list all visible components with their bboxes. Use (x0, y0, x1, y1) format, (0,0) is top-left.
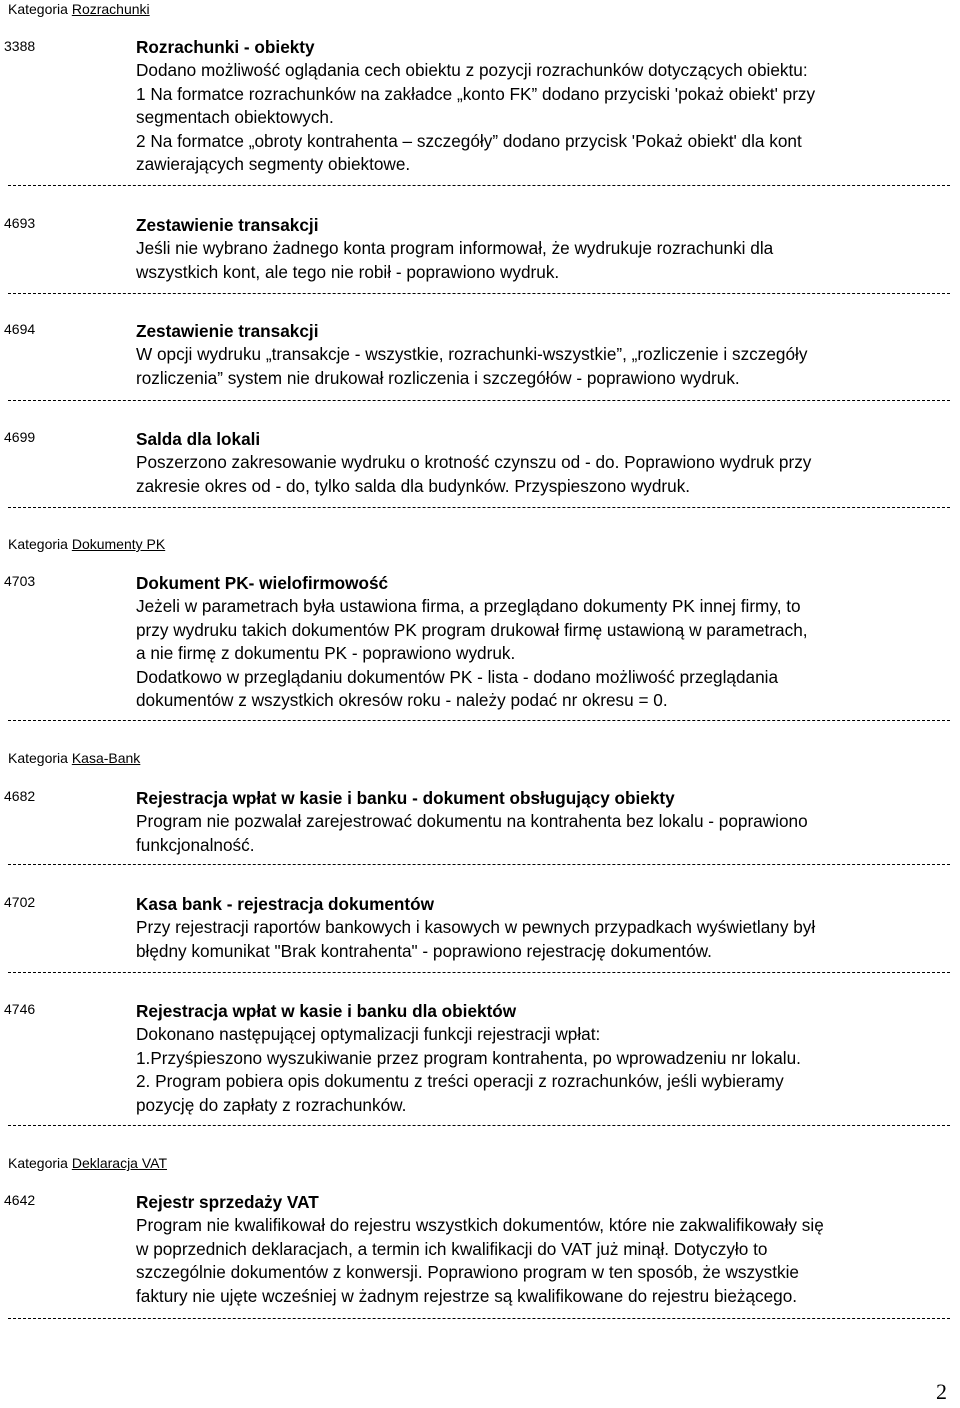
entry-body (136, 36, 946, 176)
category-link-kasa-bank[interactable]: Kasa-Bank (71, 750, 141, 766)
entry-line: faktury nie ujęte wcześniej w żadnym rejestrze są kwalifikowane do rejestru bieżącego. (136, 1285, 798, 1306)
entry-body (136, 428, 946, 498)
page-number: 2 (936, 1379, 947, 1404)
category-prefix: Kategoria (8, 1155, 68, 1171)
dashed-separator (8, 1318, 950, 1319)
entry-title: Rejestracja wpłat w kasie i banku - dokument obsługujący obiekty (136, 788, 675, 808)
entry-line: przy wydruku takich dokumentów PK program drukował firmę ustawioną w parametrach, (136, 619, 808, 640)
entry-number: 4699 (4, 429, 36, 445)
entry-body (136, 1000, 946, 1117)
category-prefix: Kategoria (8, 750, 68, 766)
dashed-separator (8, 864, 950, 865)
entry-number: 4693 (4, 215, 36, 231)
entry-line: 2 Na formatce „obroty kontrahenta – szczegóły” dodano przycisk 'Pokaż obiekt' dla kont (136, 130, 802, 151)
entry-line: 1 Na formatce rozrachunków na zakładce „konto FK” dodano przyciski 'pokaż obiekt' przy (136, 83, 816, 104)
category-dokumenty-pk (8, 535, 165, 553)
entry-line: Jeśli nie wybrano żadnego konta program informował, że wydrukuje rozrachunki dla (136, 238, 774, 259)
entry-line: a nie firmę z dokumentu PK - poprawiono wydruk. (136, 643, 516, 664)
dashed-separator (8, 400, 950, 401)
entry-number: 4703 (4, 573, 36, 589)
dashed-separator (8, 720, 950, 721)
dashed-separator (8, 972, 950, 973)
entry-number: 4694 (4, 321, 36, 337)
dashed-separator (8, 507, 950, 508)
entry-number: 4682 (4, 788, 36, 804)
entry-body (136, 320, 946, 390)
entry-line: 2. Program pobiera opis dokumentu z treści operacji z rozrachunków, jeśli wybieramy (136, 1071, 784, 1092)
category-rozrachunki (8, 0, 150, 18)
category-link-rozrachunki[interactable]: Rozrachunki (71, 1, 150, 17)
entry-line: Poszerzono zakresowanie wydruku o krotność czynszu od - do. Poprawiono wydruk przy (136, 452, 812, 473)
entry-line: dokumentów z wszystkich okresów roku - należy podać nr okresu = 0. (136, 690, 668, 711)
dashed-separator (8, 293, 950, 294)
category-deklaracja-vat (8, 1154, 167, 1172)
entry-title: Zestawienie transakcji (136, 321, 319, 341)
entry-line: funkcjonalność. (136, 834, 255, 855)
entry-line: szczególnie dokumentów z konwersji. Poprawiono program w ten sposób, że wszystkie (136, 1262, 799, 1283)
entry-body (136, 893, 946, 963)
entry-title: Salda dla lokali (136, 429, 261, 449)
entry-line: rozliczenia” system nie drukował rozliczenia i szczegółów - poprawiono wydruk. (136, 367, 740, 388)
entry-line: Dodano możliwość oglądania cech obiektu z pozycji rozrachunków dotyczących obiektu: (136, 60, 808, 81)
entry-line: pozycję do zapłaty z rozrachunków. (136, 1094, 407, 1115)
dashed-separator (8, 1125, 950, 1126)
entry-title: Rejestracja wpłat w kasie i banku dla obiektów (136, 1001, 517, 1021)
entry-line: Program nie kwalifikował do rejestru wszystkich dokumentów, które nie zakwalifikowały się (136, 1215, 824, 1236)
entry-line: zawierających segmenty obiektowe. (136, 154, 411, 175)
entry-line: segmentach obiektowych. (136, 107, 334, 128)
entry-line: Przy rejestracji raportów bankowych i kasowych w pewnych przypadkach wyświetlany był (136, 917, 816, 938)
entry-line: Dodatkowo w przeglądaniu dokumentów PK - lista - dodano możliwość przeglądania (136, 666, 779, 687)
entry-number: 4642 (4, 1192, 36, 1208)
category-prefix: Kategoria (8, 1, 68, 17)
entry-line: błędny komunikat "Brak kontrahenta" - poprawiono rejestrację dokumentów. (136, 940, 712, 961)
category-link-deklaracja-vat[interactable]: Deklaracja VAT (71, 1155, 168, 1171)
category-link-dokumenty-pk[interactable]: Dokumenty PK (71, 536, 166, 552)
entry-body (136, 572, 946, 712)
entry-line: wszystkich kont, ale tego nie robił - poprawiono wydruk. (136, 261, 560, 282)
entry-title: Zestawienie transakcji (136, 215, 319, 235)
entry-line: Program nie pozwalał zarejestrować dokumentu na kontrahenta bez lokalu - poprawiono (136, 811, 808, 832)
category-kasa-bank (8, 749, 140, 767)
entry-title: Rozrachunki - obiekty (136, 37, 315, 57)
entry-line: Jeżeli w parametrach była ustawiona firma, a przeglądano dokumenty PK innej firmy, to (136, 596, 801, 617)
entry-number: 3388 (4, 38, 36, 54)
entry-title: Rejestr sprzedaży VAT (136, 1192, 319, 1212)
entry-number: 4746 (4, 1001, 36, 1017)
entry-number: 4702 (4, 894, 36, 910)
entry-body (136, 787, 946, 857)
entry-line: w poprzednich deklaracjach, a termin ich kwalifikacji do VAT już minął. Dotyczyło to (136, 1238, 768, 1259)
entry-body (136, 1191, 946, 1308)
category-prefix: Kategoria (8, 536, 68, 552)
entry-body (136, 214, 946, 284)
dashed-separator (8, 185, 950, 186)
entry-line: W opcji wydruku „transakcje - wszystkie, rozrachunki-wszystkie”, „rozliczenie i szczegóły (136, 344, 808, 365)
entry-title: Dokument PK- wielofirmowość (136, 573, 389, 593)
entry-title: Kasa bank - rejestracja dokumentów (136, 894, 435, 914)
entry-line: 1.Przyśpieszono wyszukiwanie przez program kontrahenta, po wprowadzeniu nr lokalu. (136, 1047, 801, 1068)
entry-line: zakresie okres od - do, tylko salda dla budynków. Przyspieszono wydruk. (136, 475, 691, 496)
entry-line: Dokonano następującej optymalizacji funkcji rejestracji wpłat: (136, 1024, 601, 1045)
